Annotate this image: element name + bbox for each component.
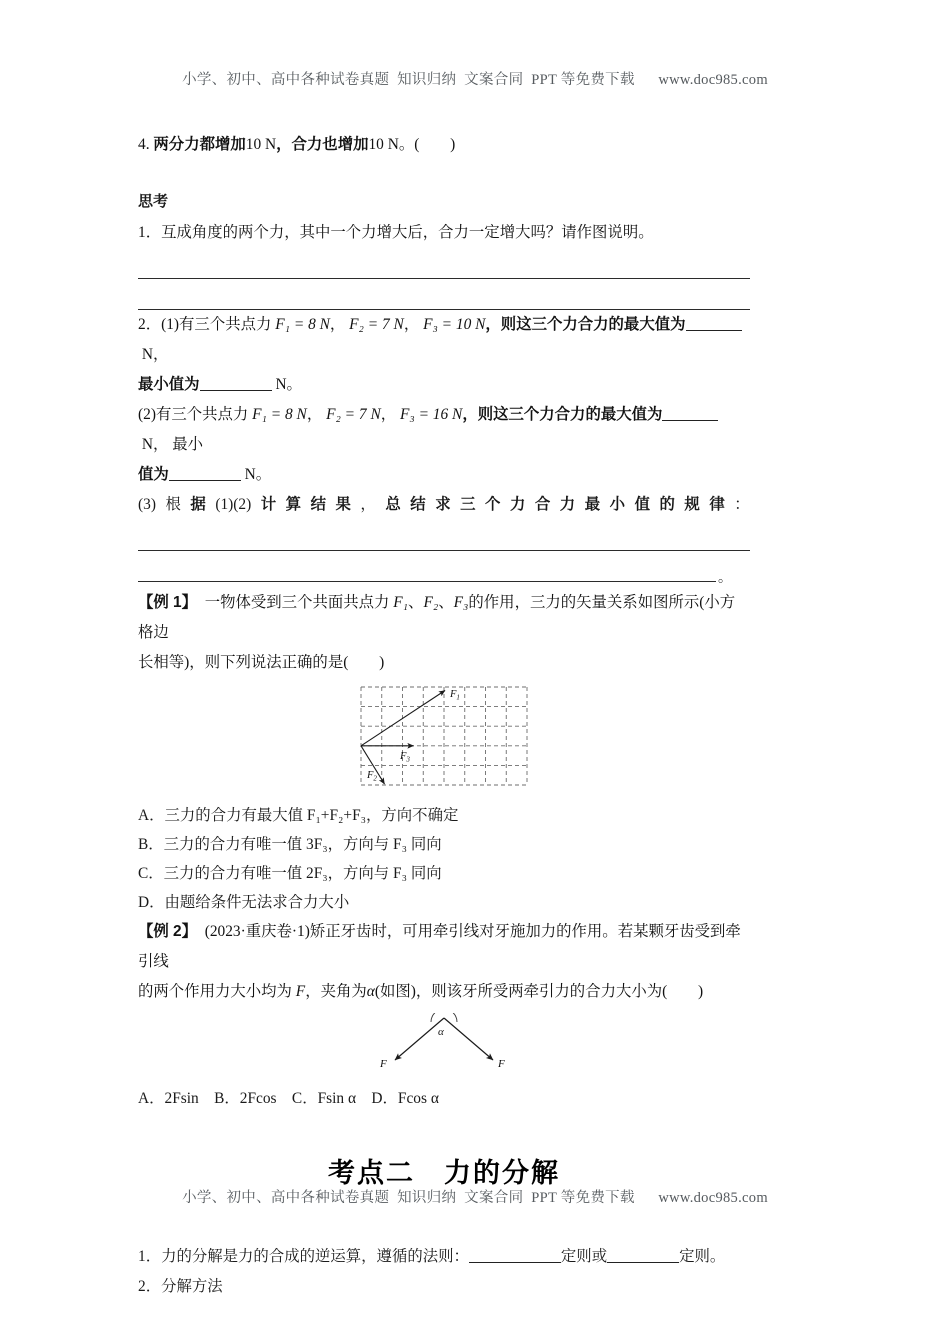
- vector-f1: [361, 691, 445, 746]
- label-f1: $F_1$: [450, 689, 460, 702]
- label-f2: $F_2$: [367, 770, 377, 783]
- example-2-label: 【例 2】: [138, 923, 198, 940]
- example-1-label: 【例 1】: [138, 594, 198, 611]
- answer-rule-4: [138, 551, 750, 586]
- example-2-source: (2023·重庆卷·1): [204, 923, 310, 940]
- think-q2-p3-token: 力: [559, 496, 576, 513]
- blank-field[interactable]: [169, 480, 241, 481]
- document-body: [138, 130, 750, 1302]
- example-1-line2: 长相等)，则下列说法正确的是( ): [138, 654, 385, 671]
- watermark-top: 小学、初中、高中各种试卷真题 知识归纳 文案合同 PPT 等免费下载 www.doc985.com: [182, 72, 768, 88]
- example-1-f3: F₃: [453, 594, 469, 611]
- think-q2-p3-token: 求: [435, 496, 451, 513]
- option-key: A．: [138, 807, 165, 824]
- blank-field[interactable]: [200, 390, 272, 391]
- think-q2-p3-token: 最: [584, 496, 601, 513]
- angle-vectors-svg: [359, 1013, 529, 1075]
- think-q2-p3-token: ：: [734, 496, 750, 513]
- think-q2-p1-mid: ，则这三个力合力的最大值为: [485, 316, 686, 333]
- think-q2-p2-f2: F₂ = 7 N: [326, 406, 381, 423]
- think-q2-p3-token: 据: [190, 496, 206, 513]
- think-q2-p1-unit: N，: [141, 346, 169, 363]
- think-heading: 思考: [138, 193, 169, 210]
- think-q2-p2-tail: 最小: [172, 436, 204, 453]
- think-q2-p1-l2-pre: 最小值为: [138, 376, 200, 393]
- option-text: 三力的合力有唯一值 2F₃，方向与 F₃ 同向: [163, 865, 442, 882]
- think-question-2-part1-line2: [138, 370, 750, 400]
- example-2-line2: [138, 977, 750, 1007]
- option-key: B．: [138, 836, 164, 853]
- think-q2-p3-token: 值: [634, 496, 650, 513]
- blank-field[interactable]: [662, 420, 718, 421]
- think-q1-number: 1．: [138, 224, 162, 241]
- option-text: 三力的合力有唯一值 3F₃，方向与 F₃ 同向: [163, 836, 442, 853]
- option-text: 由题给条件无法求合力大小: [164, 894, 350, 911]
- tail-item-2: 2．分解方法: [138, 1278, 223, 1295]
- think-question-2-part3: [138, 490, 750, 520]
- angle-arc: [431, 1013, 457, 1022]
- rule: [138, 278, 750, 279]
- think-q2-p1-f3: F₃ = 10 N: [423, 316, 486, 333]
- example-2-sym-alpha: α: [366, 983, 375, 1000]
- example-1-option-d[interactable]: [138, 888, 750, 917]
- question-4-tail: 。( ): [398, 136, 456, 153]
- think-q2-p3-token: 结: [410, 496, 426, 513]
- think-q2-p3-token: 的: [659, 496, 675, 513]
- think-q2-number: 2．: [138, 316, 162, 333]
- think-q2-p3-token: 合: [534, 496, 551, 513]
- vector-labels: [366, 689, 460, 782]
- example-2-figure: [359, 1013, 529, 1080]
- think-q2-p2-l2-unit: N。: [244, 466, 272, 483]
- think-question-2-part2: (2)有三个共点力 F₁ = 8 N， F₂ = 7 N， F₃ = 16 N，则这三个力合力的最大值为 N， 最小: [138, 400, 750, 460]
- think-q2-p3-token: 小: [609, 496, 626, 513]
- question-4-number: 4.: [138, 136, 150, 153]
- example-2-line1: [138, 917, 750, 977]
- think-q2-p2-pre: (2)有三个共点力: [138, 406, 249, 423]
- example-1-figure: [360, 686, 528, 791]
- think-q2-p3-tail-mark: 。: [718, 571, 732, 586]
- rule: [138, 581, 716, 582]
- example-2-text-2c: (如图)，则该牙所受两牵引力的合力大小为( ): [374, 983, 704, 1000]
- blank-field[interactable]: [686, 330, 742, 331]
- vector-right: [444, 1018, 493, 1060]
- example-1-text-a: 一物体受到三个共面共点力: [204, 594, 390, 611]
- answer-rule-2: [138, 279, 750, 310]
- tail-item-1-mid: 定则或: [560, 1248, 608, 1265]
- force-vectors: [395, 1018, 493, 1060]
- example-2-text-2a: 的两个作用力大小均为: [138, 983, 292, 1000]
- example-1-text-b: 的作用，三力的矢量关系如图所示(小方格边: [138, 594, 736, 641]
- think-q2-p1-f2: F₂ = 7 N: [349, 316, 404, 333]
- think-q2-p3-token: 个: [485, 496, 501, 513]
- think-q2-p2-f1: F₁ = 8 N: [252, 406, 307, 423]
- question-4: [138, 130, 750, 160]
- blank-field[interactable]: [469, 1262, 561, 1263]
- think-q2-p1-pre: (1)有三个共点力: [161, 316, 272, 333]
- vector-grid-svg: [360, 686, 528, 786]
- think-q2-p3-token: 律: [709, 496, 725, 513]
- option-key: C．: [138, 865, 164, 882]
- think-q1-text: 互成角度的两个力，其中一个力增大后，合力一定增大吗？请作图说明。: [161, 224, 654, 241]
- think-q2-p3-token: 规: [684, 496, 700, 513]
- vector-left: [395, 1018, 444, 1060]
- think-q2-p1-l2-unit: N。: [275, 376, 302, 393]
- example-2-text-2b: ，夹角为: [305, 983, 367, 1000]
- think-question-2-part1: 2．(1)有三个共点力 F₁ = 8 N， F₂ = 7 N， F₃ = 10 N，则这三个力合力的最大值为 N，: [138, 310, 750, 370]
- think-question-1: [138, 218, 750, 248]
- think-q2-p2-unit: N，: [141, 436, 169, 453]
- think-q2-p2-f3: F₃ = 16 N: [399, 406, 463, 423]
- answer-rule-1: [138, 248, 750, 279]
- example-2-options[interactable]: A．2Fsin B．2Fcos C．Fsin α D．Fcos α: [138, 1090, 439, 1107]
- blank-field[interactable]: [607, 1262, 679, 1263]
- label-f3: $F_3$: [400, 751, 410, 764]
- label-f-right: F: [498, 1058, 505, 1070]
- option-key: D．: [138, 894, 165, 911]
- question-4-text-a: 两分力都增加: [153, 136, 246, 153]
- section-title-kaodian: 考点二 力的分解: [328, 1158, 560, 1188]
- example-1-option-c[interactable]: [138, 859, 750, 888]
- question-4-value-b: 10 N: [368, 136, 399, 153]
- think-q2-p1-f1: F₁ = 8 N: [275, 316, 330, 333]
- think-question-2-part2-line2: [138, 460, 750, 490]
- question-4-text-b: ，合力也增加: [276, 136, 369, 153]
- example-2-text-1: 矫正牙齿时，可用牵引线对牙施加力的作用。若某颗牙齿受到牵引线: [138, 923, 741, 970]
- think-q2-p3-token: ，: [360, 496, 376, 513]
- force-vectors: [361, 691, 445, 785]
- example-1-option-b[interactable]: [138, 830, 750, 859]
- think-q2-p3-token: 力: [509, 496, 526, 513]
- tail-item-1-end: 定则。: [679, 1248, 726, 1265]
- example-1-option-a[interactable]: [138, 801, 750, 830]
- think-q2-p2-l2-pre: 值为: [138, 466, 169, 483]
- think-q2-p2-mid: ，则这三个力合力的最大值为: [462, 406, 663, 423]
- think-q2-p3-token: 总: [385, 496, 401, 513]
- grid-lines: [361, 687, 527, 785]
- think-q2-p3-token: (1)(2): [215, 496, 252, 513]
- think-q2-p3-token: 根: [165, 496, 181, 513]
- tail-item-1-pre: 1．力的分解是力的合成的逆运算，遵循的法则：: [138, 1248, 469, 1265]
- think-q2-p3-token: (3): [138, 496, 156, 513]
- option-text: 三力的合力有最大值 F₁+F₂+F₃，方向不确定: [164, 807, 459, 824]
- question-4-value-a: 10 N: [245, 136, 277, 153]
- answer-rule-3: [138, 520, 750, 551]
- example-2-sym-f: F: [295, 983, 306, 1000]
- think-q2-p3-token: 结: [310, 496, 326, 513]
- watermark-bottom: 小学、初中、高中各种试卷真题 知识归纳 文案合同 PPT 等免费下载 www.doc985.com: [182, 1190, 768, 1206]
- example-1-f1: F₁: [393, 594, 409, 611]
- label-alpha: α: [438, 1026, 444, 1038]
- think-q2-p3-token: 计: [260, 496, 277, 513]
- example-1-line1: 【例 1】 一物体受到三个共面共点力 F₁、F₂、F₃的作用，三力的矢量关系如图所示(小方格边: [138, 594, 736, 641]
- example-1-f2: F₂: [423, 594, 439, 611]
- think-q2-p3-token: 三: [460, 496, 476, 513]
- think-q2-p3-token: 果: [335, 496, 351, 513]
- label-f-left: F: [380, 1058, 387, 1070]
- tail-item-1: [138, 1242, 750, 1272]
- figure-labels: [379, 1026, 505, 1070]
- think-q2-p3-token: 算: [285, 496, 302, 513]
